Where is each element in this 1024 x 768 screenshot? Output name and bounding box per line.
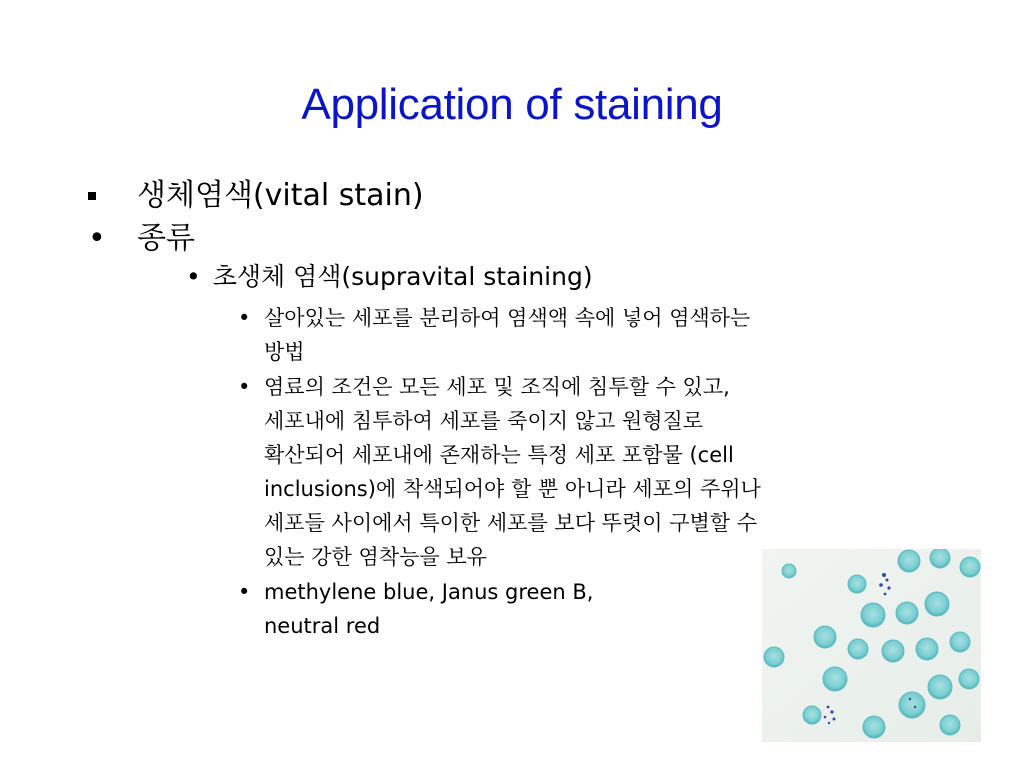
detail-line: 살아있는 세포를 분리하여 염색액 속에 넣어 염색하는 <box>264 306 751 330</box>
bullet-vital-stain <box>88 178 548 214</box>
bullet-text: 종류 <box>137 221 195 256</box>
square-bullet-icon <box>88 178 96 214</box>
bullet-text: 생체염색(vital stain) <box>137 178 424 213</box>
detail-line: inclusions)에 착색되어야 할 뿐 아니라 세포의 주위나 <box>264 477 761 501</box>
detail-line: 방법 <box>264 340 305 364</box>
bullet-marker: • <box>238 375 251 399</box>
detail-line: neutral red <box>264 614 381 638</box>
bullet-marker: • <box>238 306 251 330</box>
bullet-text: 초생체 염색(supravital staining) <box>212 262 593 291</box>
slide-title: Application of staining <box>301 80 723 129</box>
detail-line: 있는 강한 염착능을 보유 <box>264 545 487 569</box>
detail-line: 세포들 사이에서 특이한 세포를 보다 뚜렷이 구별할 수 <box>264 511 758 535</box>
bullet-marker: • <box>238 580 251 604</box>
detail-line: 염료의 조건은 모든 세포 및 조직에 침투할 수 있고, <box>264 375 730 399</box>
bullet-marker: • <box>88 221 106 256</box>
microscope-stained-cells-image <box>762 549 981 742</box>
detail-line: methylene blue, Janus green B, <box>264 580 594 604</box>
bullet-supravital <box>186 261 593 293</box>
detail-line: 세포내에 침투하여 세포를 죽이지 않고 원형질로 <box>264 409 704 433</box>
stained-cells-icon <box>762 549 981 742</box>
bullet-marker: • <box>186 262 201 291</box>
detail-line: 확산되어 세포내에 존재하는 특정 세포 포함물 (cell <box>264 443 734 467</box>
bullet-types <box>88 221 288 257</box>
